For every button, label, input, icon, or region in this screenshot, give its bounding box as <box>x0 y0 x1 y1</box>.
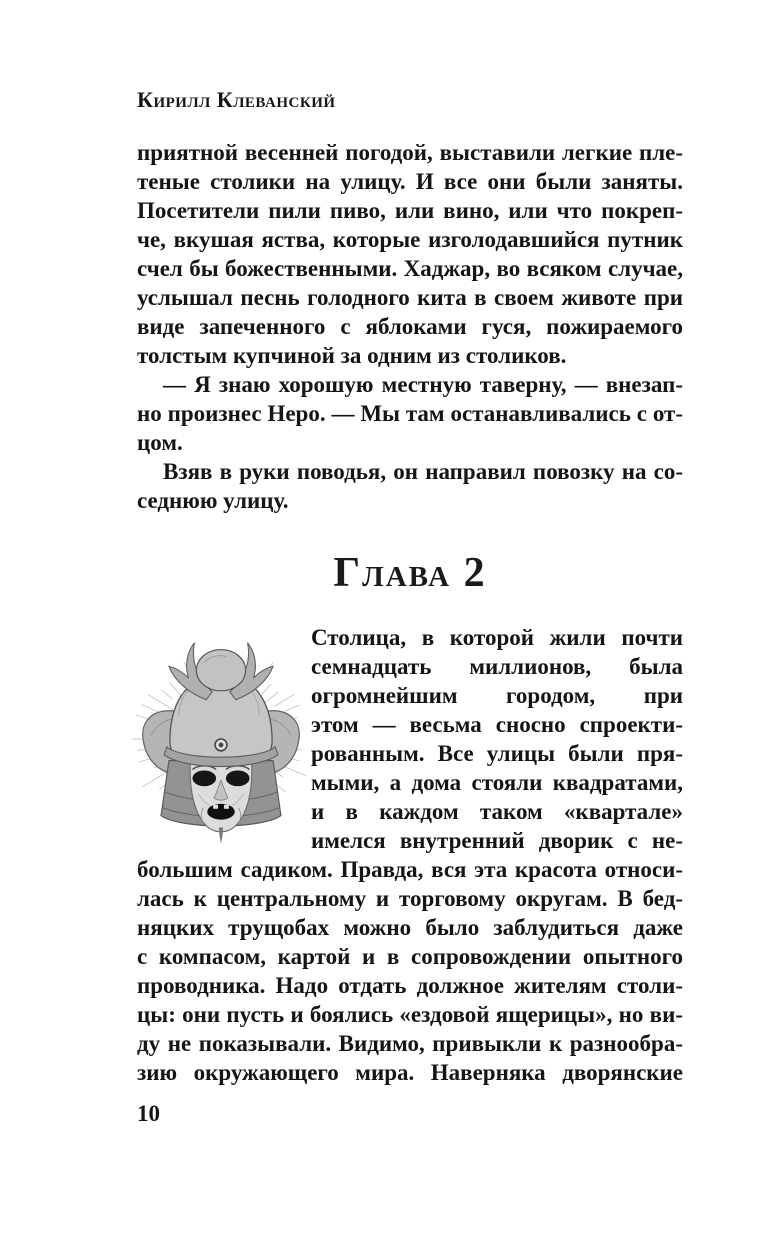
text-line: седнюю улицу. <box>137 488 289 513</box>
paragraph <box>137 370 683 457</box>
text-line: счел бы божественными. Хаджар, во всяком случае, <box>137 256 683 281</box>
text-line: имелся внутренний дворик с не- <box>311 828 683 853</box>
text-line: ду не показывали. Видимо, привыкли к разнообра- <box>137 1031 683 1056</box>
samurai-helmet-icon <box>132 625 310 853</box>
text-line: зию окружающего мира. Наверняка дворянские <box>137 1060 683 1085</box>
text-line: лась к центральному и торговому округам. В бед- <box>137 886 683 911</box>
text-line: но произнес Неро. — Мы там останавливались с от- <box>137 401 683 426</box>
text-line: большим садиком. Правда, вся эта красота относи- <box>137 857 683 882</box>
text-line: че, вкушая яства, которые изголодавшийся путник <box>137 227 683 252</box>
page-number: 10 <box>137 1101 160 1126</box>
text-line: теные столики на улицу. И все они были заняты. <box>137 169 683 194</box>
chapter-title: Глава 2 <box>333 550 487 596</box>
body-text <box>137 138 683 515</box>
paragraph <box>137 457 683 515</box>
text-line: услышал песнь голодного кита в своем животе при <box>137 285 683 310</box>
text-line: цы: они пусть и боялись «ездовой ящерицы», но ви- <box>137 1002 683 1027</box>
text-line: огромнейшим городом, при <box>311 683 683 708</box>
text-line: и в каждом таком «квартале» <box>311 799 683 824</box>
text-line: этом — весьма сносно спроекти- <box>311 712 683 737</box>
text-line: — Я знаю хорошую местную таверну, — внезап- <box>163 372 683 397</box>
paragraph <box>137 138 683 370</box>
text-line: с компасом, картой и в сопровождении опытного <box>137 944 683 969</box>
text-line: няцких трущобах можно было заблудиться даже <box>137 915 683 940</box>
text-line: Посетители пили пиво, или вино, или что покреп- <box>137 198 683 223</box>
samurai-helmet-illustration <box>137 623 311 855</box>
text-line: цом. <box>137 430 183 455</box>
text-line: семнадцать миллионов, была <box>311 654 683 679</box>
text-line: виде запеченного с яблоками гуся, пожираемого <box>137 314 683 339</box>
text-line: проводника. Надо отдать должное жителям столи- <box>137 973 683 998</box>
text-line: мыми, а дома стояли квадратами, <box>311 770 683 795</box>
chapter-opening <box>137 623 683 1087</box>
running-header-author: Кирилл Клеванский <box>137 87 336 112</box>
text-line: Столица, в которой жили почти <box>311 625 683 650</box>
text-line: Взяв в руки поводья, он направил повозку на со- <box>163 459 683 484</box>
text-line: приятной весенней погодой, выставили легкие пле- <box>137 140 683 165</box>
text-line: рованным. Все улицы были пря- <box>311 741 683 766</box>
text-line: толстым купчиной за одним из столиков. <box>137 343 567 368</box>
